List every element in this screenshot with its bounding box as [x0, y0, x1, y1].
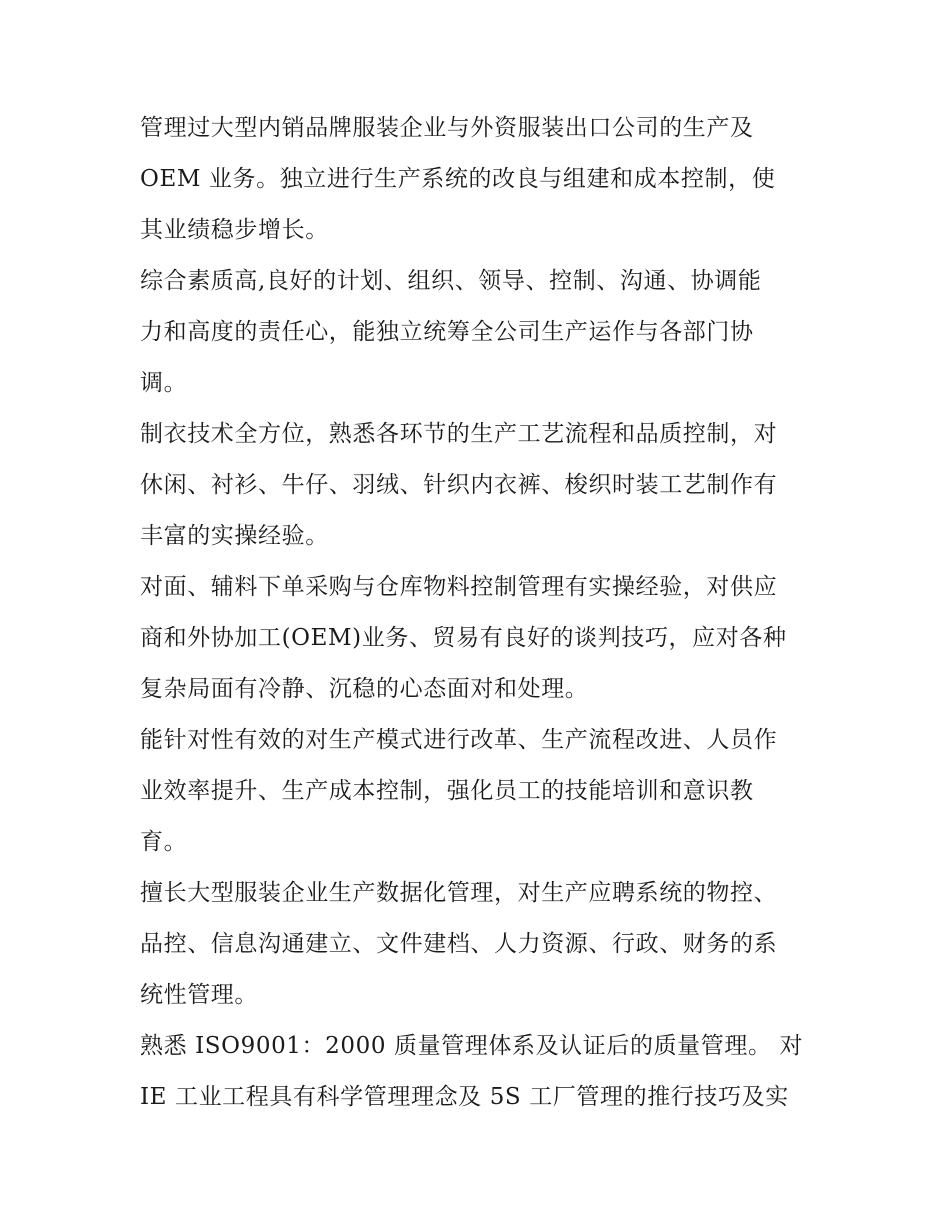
paragraph-procurement — [140, 562, 820, 715]
text-line: OEM 业务。独立进行生产系统的改良与组建和成本控制，使 — [140, 166, 776, 192]
text-line: 调。 — [140, 370, 188, 396]
text-line: 对面、辅料下单采购与仓库物料控制管理有实操经验，对供应 — [140, 574, 778, 600]
text-line: 管理过大型内销品牌服装企业与外资服装出口公司的生产及 — [140, 115, 754, 141]
paragraph-production-reform — [140, 715, 820, 868]
text-line: 擅长大型服装企业生产数据化管理，对生产应聘系统的物控、 — [140, 880, 778, 906]
text-line: 统性管理。 — [140, 982, 258, 1008]
text-line: 育。 — [140, 829, 188, 855]
text-line: 商和外协加工(OEM)业务、贸易有良好的谈判技巧，应对各种 — [140, 625, 787, 651]
paragraph-iso-quality — [140, 1021, 820, 1123]
text-line: 丰富的实操经验。 — [140, 523, 329, 549]
text-line: 业效率提升、生产成本控制，强化员工的技能培训和意识教 — [140, 778, 754, 804]
text-line: 复杂局面有冷静、沉稳的心态面对和处理。 — [140, 676, 589, 702]
paragraph-garment-technique — [140, 409, 820, 562]
text-line: 力和高度的责任心，能独立统筹全公司生产运作与各部门协 — [140, 319, 754, 345]
document-body — [140, 103, 820, 1123]
text-line: 能针对性有效的对生产模式进行改革、生产流程改进、人员作 — [140, 727, 778, 753]
text-line: 其业绩稳步增长。 — [140, 217, 329, 243]
text-line: IE 工业工程具有科学管理理念及 5S 工厂管理的推行技巧及实 — [140, 1084, 789, 1110]
text-line: 熟悉 ISO9001：2000 质量管理体系及认证后的质量管理。 对 — [140, 1033, 804, 1059]
paragraph-production-management — [140, 103, 820, 256]
text-line: 综合素质高,良好的计划、组织、领导、控制、沟通、协调能 — [140, 268, 762, 294]
paragraph-data-management — [140, 868, 820, 1021]
text-line: 休闲、衬衫、牛仔、羽绒、针织内衣裤、梭织时装工艺制作有 — [140, 472, 778, 498]
paragraph-overall-quality — [140, 256, 820, 409]
text-line: 制衣技术全方位，熟悉各环节的生产工艺流程和品质控制，对 — [140, 421, 778, 447]
text-line: 品控、信息沟通建立、文件建档、人力资源、行政、财务的系 — [140, 931, 778, 957]
